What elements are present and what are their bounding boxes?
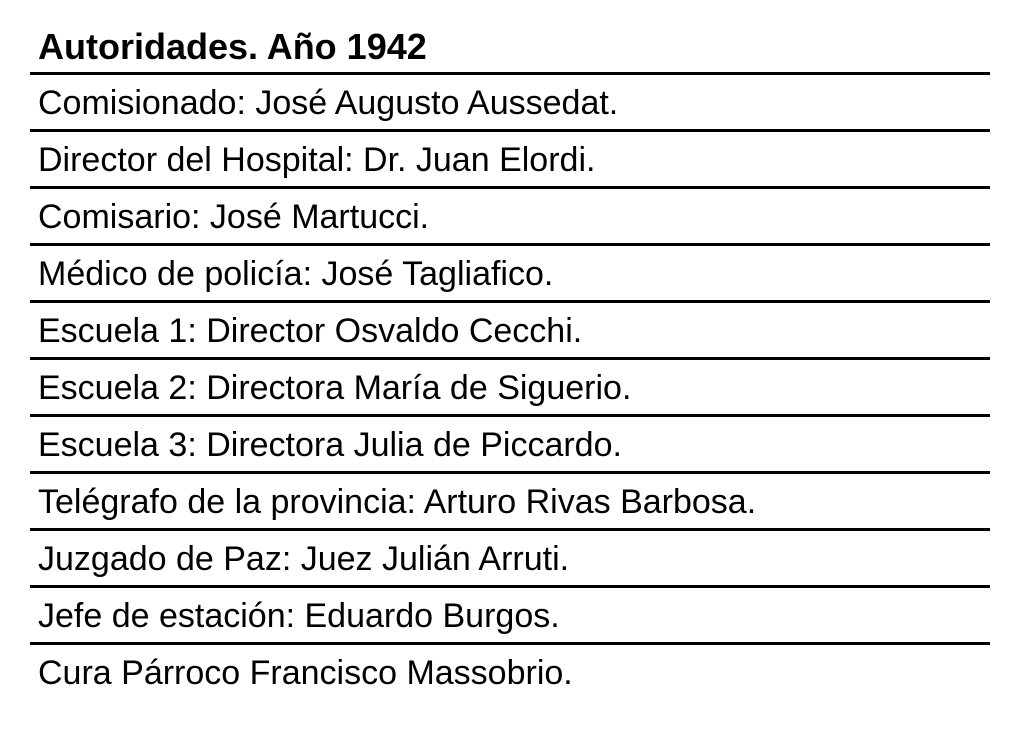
table-row-jefe-estacion: Jefe de estación: Eduardo Burgos. [30,588,990,645]
table-row-comisionado: Comisionado: José Augusto Aussedat. [30,75,990,132]
table-row-director-hospital: Director del Hospital: Dr. Juan Elordi. [30,132,990,189]
table-row-cura-parroco: Cura Párroco Francisco Massobrio. [38,654,573,692]
authorities-table [30,22,990,699]
table-row-escuela-1: Escuela 1: Director Osvaldo Cecchi. [30,303,990,360]
table-row-telegrafo: Telégrafo de la provincia: Arturo Rivas Barbosa. [30,474,990,531]
table-row-escuela-2: Escuela 2: Directora María de Siguerio. [30,360,990,417]
table-row-juzgado-paz: Juzgado de Paz: Juez Julián Arruti. [30,531,990,588]
table-row-comisario: Comisario: José Martucci. [30,189,990,246]
table-row-escuela-3: Escuela 3: Directora Julia de Piccardo. [30,417,990,474]
table-title: Autoridades. Año 1942 [30,22,990,75]
authorities-list [30,75,990,699]
table-row-medico-policia: Médico de policía: José Tagliafico. [30,246,990,303]
